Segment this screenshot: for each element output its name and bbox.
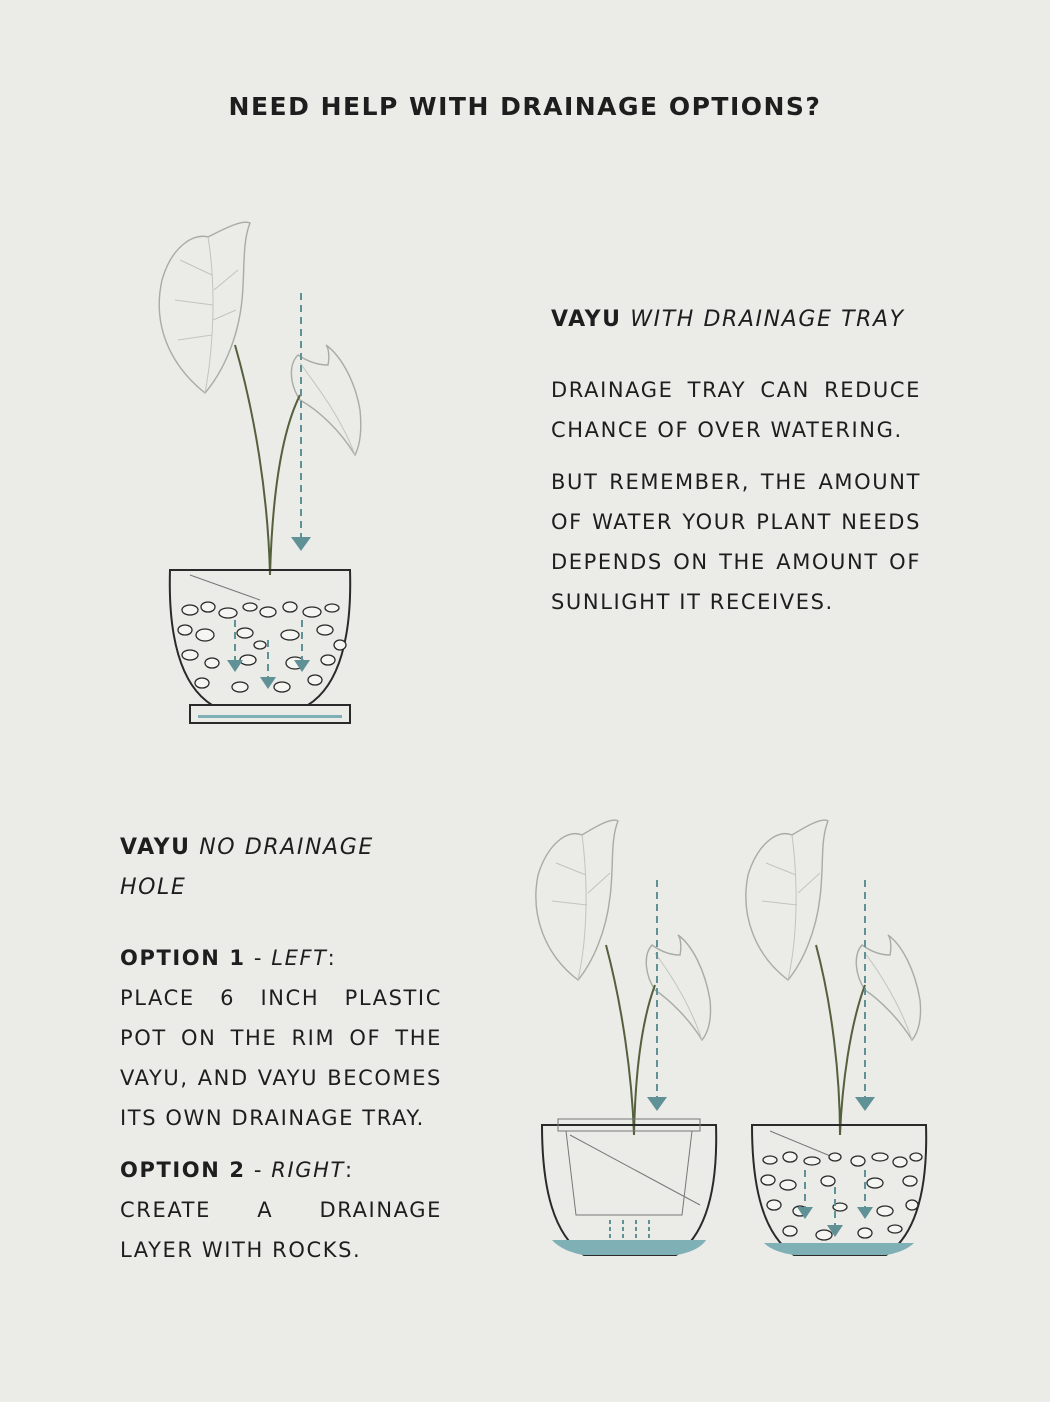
option-1-text: PLACE 6 INCH PLASTIC POT ON THE RIM OF THE VAYU, AND VAYU BECOMES ITS OWN DRAINAGE TRAY. <box>120 986 442 1130</box>
pot-with-plastic-insert-illustration <box>530 815 730 1265</box>
plant-large-leaf-icon <box>746 820 828 980</box>
drainage-tray-paragraph-1: DRAINAGE TRAY CAN REDUCE CHANCE OF OVER WATERING. <box>551 378 921 442</box>
plant-small-leaf-icon <box>646 935 710 1040</box>
option-1-colon: : <box>327 946 337 970</box>
option-2-side: RIGHT <box>271 1158 345 1182</box>
option-2-heading <box>120 1150 442 1190</box>
no-drainage-hole-section <box>120 828 442 1270</box>
option-2-text: CREATE A DRAINAGE LAYER WITH ROCKS. <box>120 1198 442 1262</box>
option-2-label: OPTION 2 <box>120 1158 246 1182</box>
plant-large-leaf-icon <box>536 820 618 980</box>
heading-italic: NO DRAINAGE HOLE <box>120 835 374 900</box>
pot-with-drainage-tray-illustration <box>150 215 370 745</box>
pot-with-rock-layer-illustration <box>740 815 940 1265</box>
option-2-colon: : <box>344 1158 354 1182</box>
option-1-label: OPTION 1 <box>120 946 246 970</box>
heading-bold: VAYU <box>120 835 191 860</box>
page-title: NEED HELP WITH DRAINAGE OPTIONS? <box>228 92 822 121</box>
heading-italic: WITH DRAINAGE TRAY <box>630 307 905 332</box>
drainage-tray-heading <box>551 300 921 340</box>
drainage-tray-section <box>551 300 921 622</box>
plant-large-leaf-icon <box>159 222 250 393</box>
option-1-heading <box>120 938 442 978</box>
no-drainage-hole-heading <box>120 828 442 908</box>
drainage-tray-paragraph-2: BUT REMEMBER, THE AMOUNT OF WATER YOUR PLANT NEEDS DEPENDS ON THE AMOUNT OF SUNLIGHT IT RECEIVES. <box>551 470 921 614</box>
heading-bold: VAYU <box>551 307 622 332</box>
option-1-side: LEFT <box>271 946 328 970</box>
option-2-separator: - <box>245 1158 272 1182</box>
option-1-separator: - <box>245 946 272 970</box>
